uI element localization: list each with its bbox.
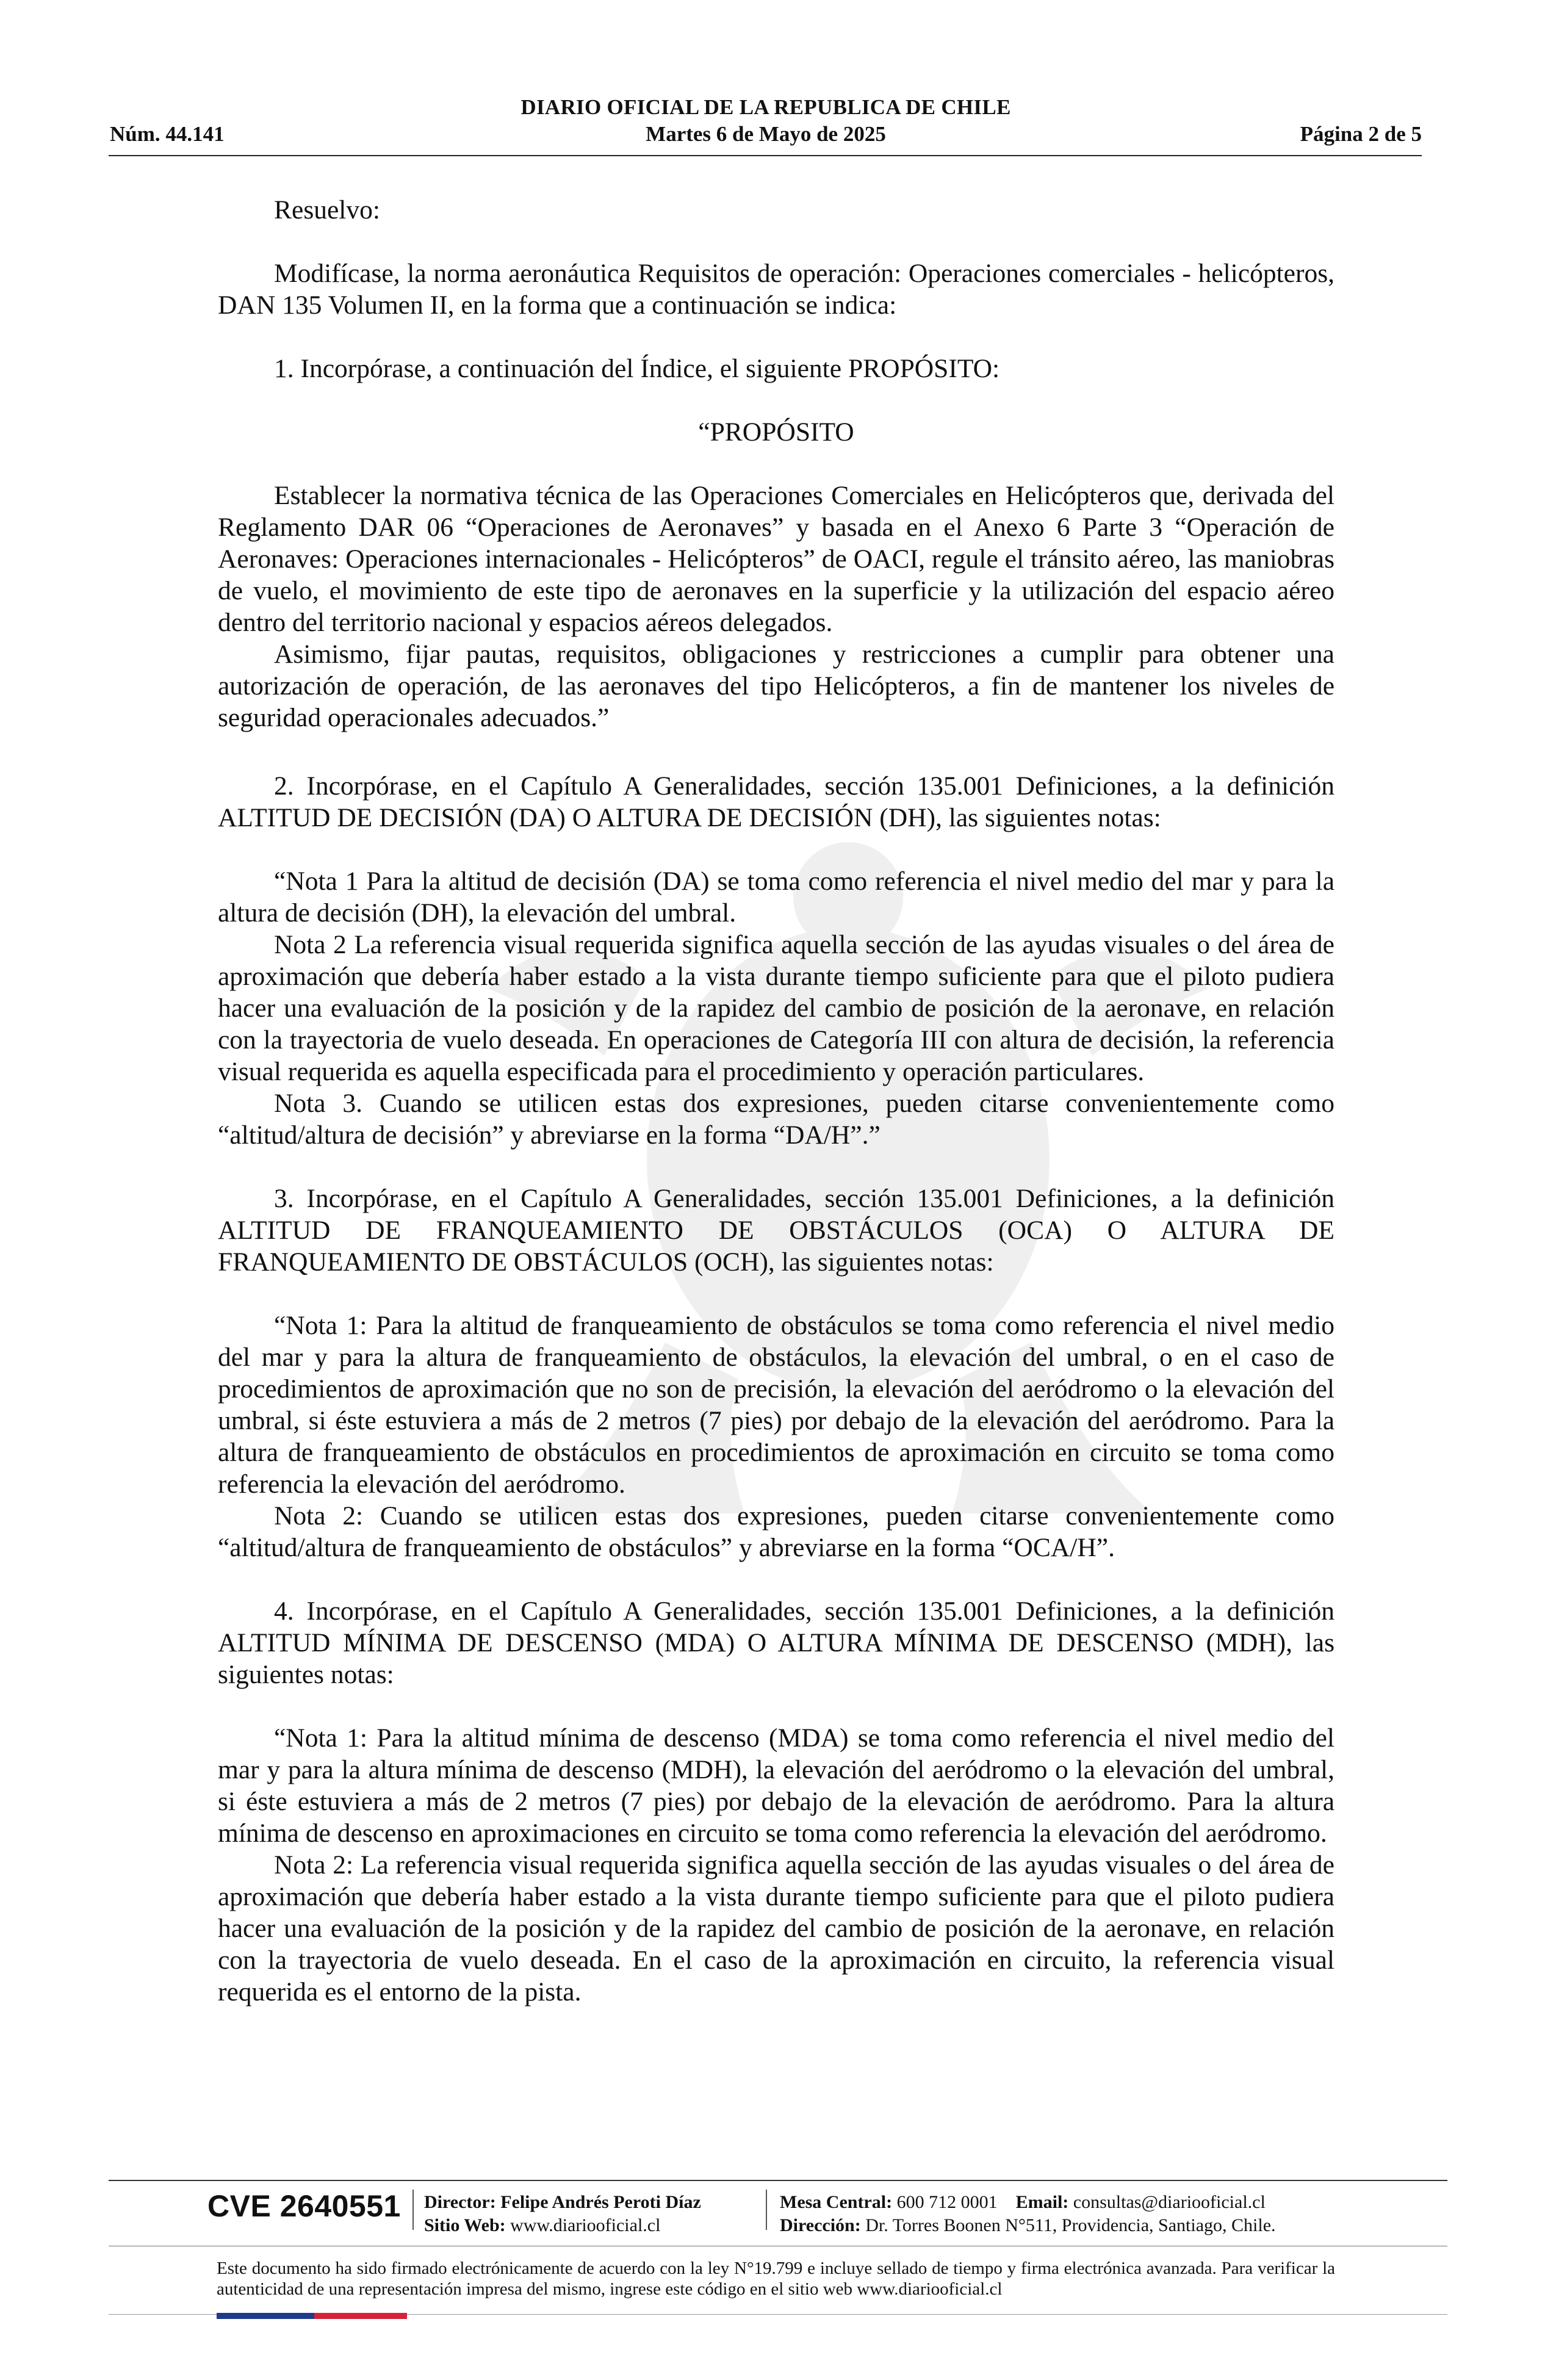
- page-indicator: Página 2 de 5: [1300, 122, 1422, 146]
- item-2: 2. Incorpórase, en el Capítulo A Generalidades, sección 135.001 Definiciones, a la definición ALTITUD DE DECISIÓN (DA) O ALTURA DE DECISIÓN (DH), las siguientes notas:: [218, 771, 1334, 832]
- flag-stripe-blue: [217, 2313, 314, 2319]
- document-body: [218, 194, 1334, 2008]
- address-label: Dirección:: [780, 2215, 861, 2235]
- director-label: Director:: [424, 2192, 496, 2212]
- cve-code: CVE 2640551: [207, 2189, 401, 2223]
- email-label: Email:: [1015, 2192, 1069, 2212]
- item-2-note-2: Nota 2 La referencia visual requerida significa aquella sección de las ayudas visuales o del área de aproximación que debería haber estado a la vista durante tiempo suficiente para que el piloto pudiera hacer una evaluación de la posición y de la rapidez del cambio de posición de la aeronave, en relación con la trayectoria de vuelo deseada. En operaciones de Categoría III con altura de decisión, la referencia visual requerida es aquella especificada para el procedimiento y operación particulares.: [218, 930, 1334, 1086]
- site-label: Sitio Web:: [424, 2215, 506, 2235]
- item-3-note-2: Nota 2: Cuando se utilicen estas dos expresiones, pueden citarse convenientemente como “altitud/altura de franqueamiento de obstáculos” y abreviarse en la forma “OCA/H”.: [218, 1501, 1334, 1562]
- director-name: Felipe Andrés Peroti Díaz: [500, 2192, 701, 2212]
- site-link[interactable]: www.diariooficial.cl: [510, 2215, 661, 2235]
- issue-number: Núm. 44.141: [110, 122, 225, 146]
- item-4-note-2: Nota 2: La referencia visual requerida significa aquella sección de las ayudas visuales o del área de aproximación que debería haber estado a la vista durante tiempo suficiente para que el piloto pudiera hacer una evaluación de la posición y de la rapidez del cambio de posición de la aeronave, en relación con la trayectoria de vuelo deseada. En el caso de la aproximación en circuito, la referencia visual requerida es el entorno de la pista.: [218, 1850, 1334, 2007]
- item-1: 1. Incorpórase, a continuación del Índice, el siguiente PROPÓSITO:: [274, 354, 1000, 383]
- intro-paragraph: Modifícase, la norma aeronáutica Requisitos de operación: Operaciones comerciales - helicópteros, DAN 135 Volumen II, en la forma que a continuación se indica:: [218, 259, 1334, 320]
- address-value: Dr. Torres Boonen N°511, Providencia, Santiago, Chile.: [865, 2215, 1276, 2235]
- item-4: 4. Incorpórase, en el Capítulo A Generalidades, sección 135.001 Definiciones, a la definición ALTITUD MÍNIMA DE DESCENSO (MDA) O ALTURA MÍNIMA DE DESCENSO (MDH), las siguientes notas:: [218, 1596, 1334, 1689]
- mesa-label: Mesa Central:: [780, 2192, 893, 2212]
- footer-right-info: [780, 2191, 1276, 2237]
- legal-notice: Este documento ha sido firmado electrónicamente de acuerdo con la ley N°19.799 e incluye sellado de tiempo y firma electrónica avanzada. Para verificar la autenticidad de una representación impresa del mismo, ingrese este código en el sitio web www.diariooficial.cl: [217, 2259, 1335, 2299]
- footer-separator: [412, 2190, 414, 2230]
- item-2-note-3: Nota 3. Cuando se utilicen estas dos expresiones, pueden citarse convenientemente como “altitud/altura de decisión” y abreviarse en la forma “DA/H”.”: [218, 1089, 1334, 1150]
- footer-left-info: [424, 2191, 701, 2237]
- item-2-note-1: “Nota 1 Para la altitud de decisión (DA) se toma como referencia el nivel medio del mar y para la altura de decisión (DH), la elevación del umbral.: [218, 867, 1334, 928]
- newspaper-title: DIARIO OFICIAL DE LA REPUBLICA DE CHILE: [520, 95, 1011, 119]
- mesa-phone: 600 712 0001: [896, 2192, 998, 2212]
- item-3: 3. Incorpórase, en el Capítulo A Generalidades, sección 135.001 Definiciones, a la definición ALTITUD DE FRANQUEAMIENTO DE OBSTÁCULOS (OCA) O ALTURA DE FRANQUEAMIENTO DE OBSTÁCULOS (OCH), las siguientes notas:: [218, 1184, 1334, 1277]
- footer-separator: [766, 2190, 767, 2230]
- item-4-note-1: “Nota 1: Para la altitud mínima de descenso (MDA) se toma como referencia el nivel medio del mar y para la altura mínima de descenso (MDH), la elevación del aeródromo o la elevación del umbral, si éste estuviera a más de 2 metros (7 pies) por debajo de la elevación de aeródromo. Para la altura mínima de descenso en aproximaciones en circuito se toma como referencia la elevación del aeródromo.: [218, 1723, 1334, 1848]
- proposito-paragraph-1: Establecer la normativa técnica de las Operaciones Comerciales en Helicópteros que, derivada del Reglamento DAR 06 “Operaciones de Aeronaves” y basada en el Anexo 6 Parte 3 “Operación de Aeronaves: Operaciones internacionales - Helicópteros” de OACI, regule el tránsito aéreo, las maniobras de vuelo, el movimiento de este tipo de aeronaves en la superficie y la utilización del espacio aéreo dentro del territorio nacional y espacios aéreos delegados.: [218, 481, 1334, 637]
- footer-divider-top: [109, 2180, 1447, 2181]
- issue-date: Martes 6 de Mayo de 2025: [646, 122, 886, 146]
- email-link[interactable]: consultas@diariooficial.cl: [1073, 2192, 1266, 2212]
- proposito-title: “PROPÓSITO: [698, 417, 854, 447]
- resuelvo-heading: Resuelvo:: [274, 195, 380, 225]
- header-divider: [109, 155, 1422, 156]
- proposito-paragraph-2: Asimismo, fijar pautas, requisitos, obligaciones y restricciones a cumplir para obtener una autorización de operación, de las aeronaves del tipo Helicópteros, a fin de mantener los niveles de seguridad operacionales adecuados.”: [218, 640, 1334, 732]
- item-3-note-1: “Nota 1: Para la altitud de franqueamiento de obstáculos se toma como referencia el nivel medio del mar y para la altura de franqueamiento de obstáculos, la elevación del umbral, o en el caso de procedimientos de aproximación que no son de precisión, la elevación del aeródromo o la elevación del umbral, si éste estuviera a más de 2 metros (7 pies) por debajo de la elevación del aeródromo. Para la altura de franqueamiento de obstáculos en procedimientos de aproximación en circuito se toma como referencia la elevación del aeródromo.: [218, 1311, 1334, 1499]
- flag-stripe-red: [314, 2313, 407, 2319]
